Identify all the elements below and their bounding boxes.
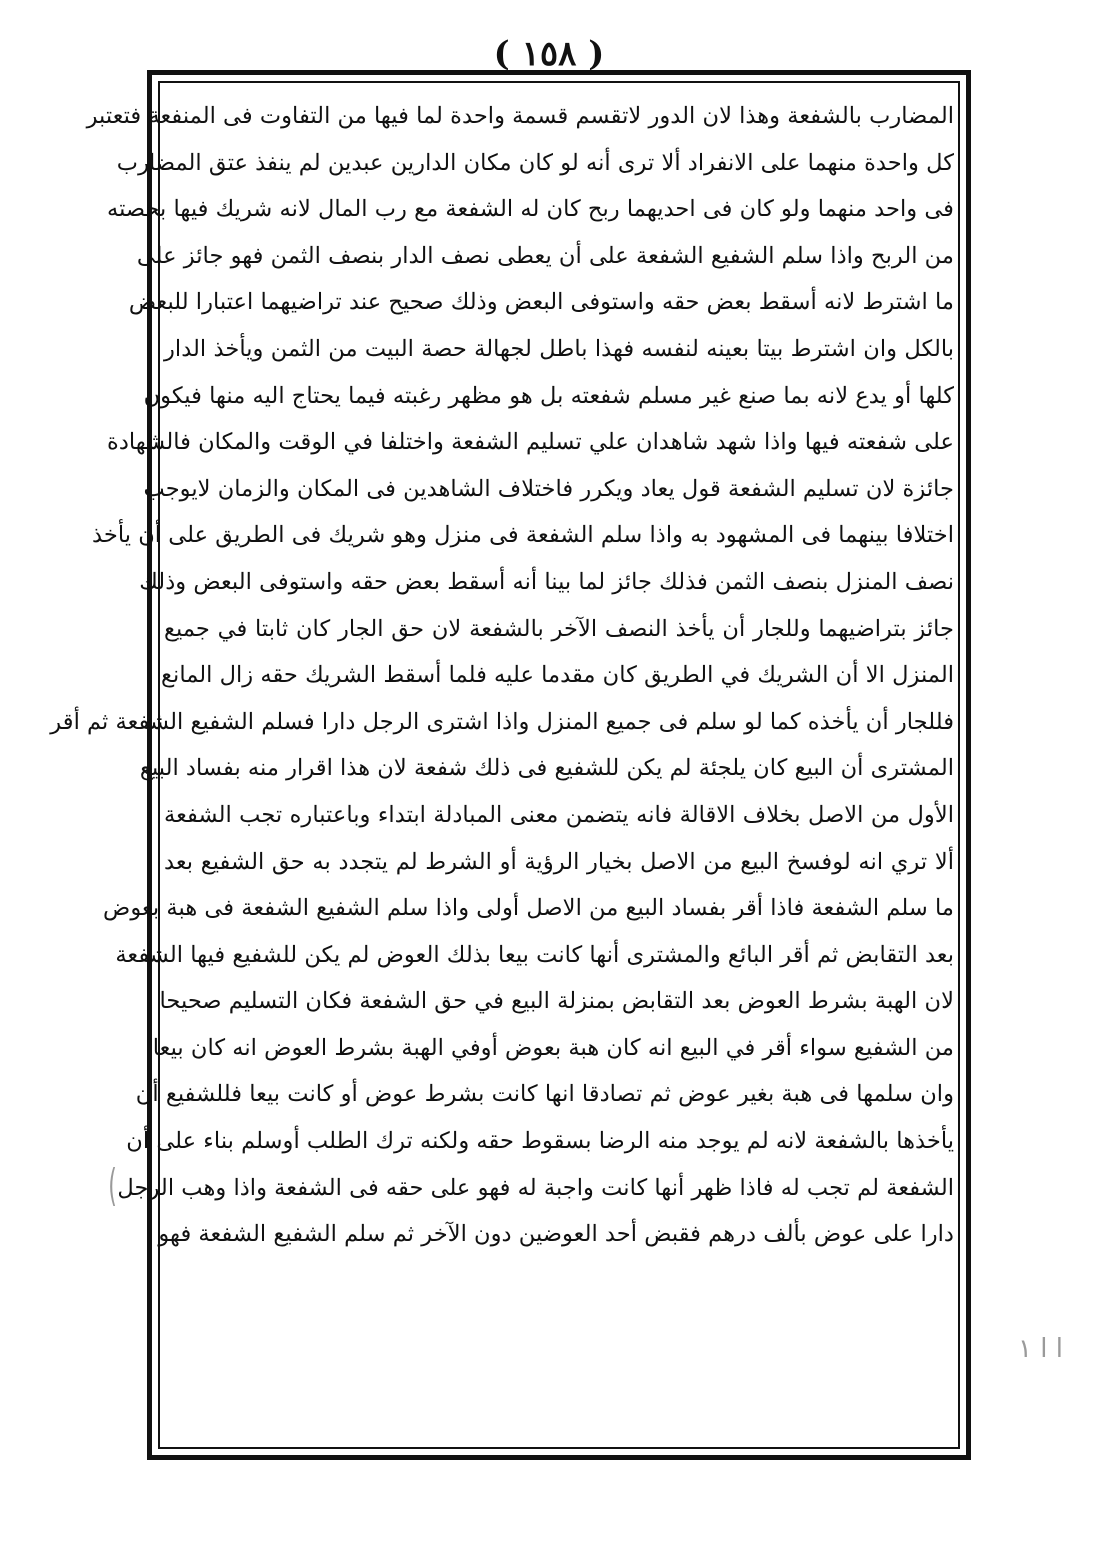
text-line: الأول من الاصل بخلاف الاقالة فانه يتضمن معنى المبادلة ابتداء وباعتباره تجب الشفعة bbox=[164, 801, 954, 828]
text-line: وان سلمها فى هبة بغير عوض ثم تصادقا انها كانت بشرط عوض أو كانت بيعا فللشفيع أن bbox=[135, 1081, 954, 1108]
text-line: دارا على عوض بألف درهم فقبض أحد العوضين دون الآخر ثم سلم الشفيع الشفعة فهو bbox=[158, 1221, 954, 1248]
text-line: فللجار أن يأخذه كما لو سلم فى جميع المنزل واذا اشترى الرجل دارا فسلم الشفيع الشفعة ثم أقر bbox=[50, 708, 954, 735]
text-line: المشترى أن البيع كان يلجئة لم يكن للشفيع فى ذلك شفعة لان هذا اقرار منه بفساد البيع bbox=[139, 755, 954, 782]
text-body bbox=[50, 93, 958, 1445]
text-line: من الربح واذا سلم الشفيع الشفعة على أن يعطى نصف الدار بنصف الثمن فهو جائز على bbox=[136, 242, 954, 269]
text-line: المضارب بالشفعة وهذا لان الدور لاتقسم قسمة واحدة لما فيها من التفاوت فى المنفعة فتعتبر bbox=[86, 103, 954, 129]
text-line: يأخذها بالشفعة لانه لم يوجد منه الرضا بسقوط حقه ولكنه ترك الطلب أوسلم بناء على أن bbox=[126, 1128, 954, 1155]
text-line: كل واحدة منهما على الانفراد ألا ترى أنه لو كان مكان الدارين عبدين لم ينفذ عتق المضارب bbox=[116, 149, 954, 176]
text-line: ما اشترط لانه أسقط بعض حقه واستوفى البعض وذلك صحيح عند تراضيهما اعتبارا للبعض bbox=[128, 289, 954, 316]
text-line: جائزة لان تسليم الشفعة قول يعاد ويكرر فاختلاف الشاهدين فى المكان والزمان لايوجب bbox=[143, 475, 954, 502]
text-line: من الشفيع سواء أقر في البيع انه كان هبة بعوض أوفي الهبة بشرط العوض انه كان بيعا bbox=[152, 1034, 954, 1061]
text-line: نصف المنزل بنصف الثمن فذلك جائز لما بينا أنه أسقط بعض حقه واستوفى البعض وذلك bbox=[139, 568, 954, 595]
text-line: اختلافا بينهما فى المشهود به واذا سلم الشفعة فى منزل وهو شريك فى الطريق على أن يأخذ bbox=[92, 522, 954, 549]
text-line: على شفعته فيها واذا شهد شاهدان علي تسليم الشفعة واختلفا في الوقت والمكان فالشهادة bbox=[106, 429, 954, 456]
text-line: لان الهبة بشرط العوض بعد التقابض بمنزلة البيع في حق الشفعة فكان التسليم صحيحا bbox=[159, 988, 954, 1015]
text-line: المنزل الا أن الشريك في الطريق كان مقدما عليه فلما أسقط الشريك حقه زال المانع bbox=[161, 662, 954, 689]
text-line: الشفعة لم تجب له فاذا ظهر أنها كانت واجبة له فهو على حقه فى الشفعة واذا وهب الرجل bbox=[117, 1174, 954, 1201]
margin-mark-right: ا ا ۱ bbox=[1018, 1334, 1063, 1364]
text-line: فى واحد منهما ولو كان فى احديهما ربح كان له الشفعة مع رب المال لانه شريك فيها بحصته bbox=[106, 196, 954, 223]
text-line: بعد التقابض ثم أقر البائع والمشترى أنها كانت بيعا بذلك العوض لم يكن للشفيع فيها الشفعة bbox=[115, 941, 954, 968]
page-number: ( ١٥٨ ) bbox=[493, 34, 605, 74]
text-line: بالكل وان اشترط بيتا بعينه لنفسه فهذا باطل لجهالة حصة البيت من الثمن ويأخذ الدار bbox=[164, 335, 954, 362]
text-line: ما سلم الشفعة فاذا أقر بفساد البيع من الاصل أولى واذا سلم الشفيع الشفعة فى هبة بعوض bbox=[103, 895, 954, 922]
margin-mark-left: ( bbox=[108, 1160, 117, 1211]
text-line: جائز بتراضيهما وللجار أن يأخذ النصف الآخر بالشفعة لان حق الجار كان ثابتا في جميع bbox=[164, 615, 954, 642]
text-line: ألا تري انه لوفسخ البيع من الاصل بخيار الرؤية أو الشرط لم يتجدد به حق الشفيع بعد bbox=[164, 848, 954, 875]
text-line: كلها أو يدع لانه بما صنع غير مسلم شفعته بل هو مظهر رغبته فيما يحتاج اليه منها فيكون bbox=[143, 382, 954, 409]
